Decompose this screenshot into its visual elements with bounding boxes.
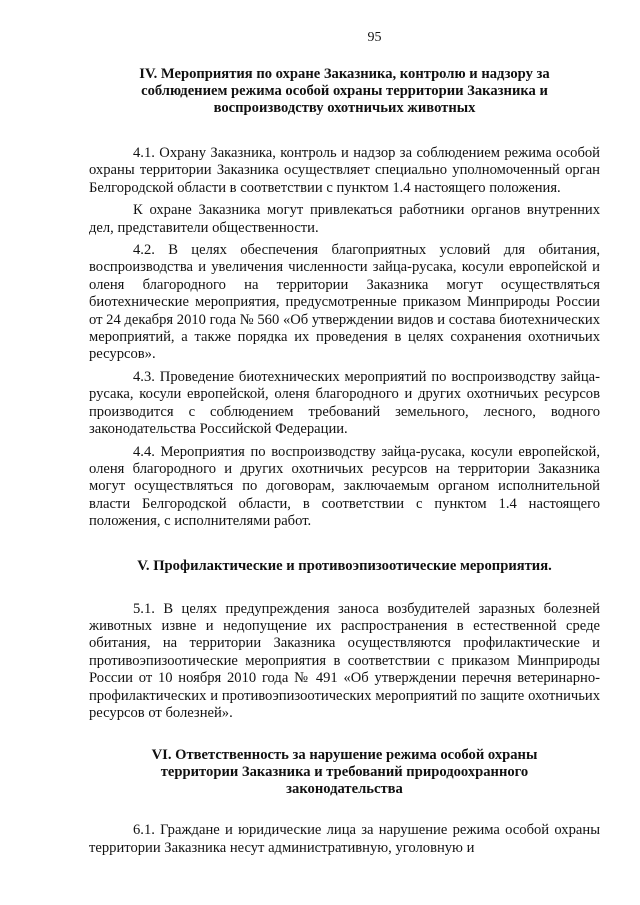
section-4-heading: IV. Мероприятия по охране Заказника, контролю и надзору за соблюдением режима особой охраны территории Заказника и воспроизводству охотничьих животных bbox=[139, 66, 550, 116]
page-number: 95 bbox=[367, 30, 382, 45]
paragraph-4-4: 4.4. Мероприятия по воспроизводству зайца-русака, косули европейской, оленя благородного и других охотничьих ресурсов на территории Заказника могут осуществляться по договорам, заключаемым органом исполнительной власти Белгородской области, в соответствии с пунктом 1.4 настоящего положения, с исполнителями работ. bbox=[89, 443, 600, 530]
paragraph-4-3: 4.3. Проведение биотехнических мероприятий по воспроизводству зайца-русака, косули европейской, оленя благородного и других охотничьих ресурсов производится с соблюдением требований земельного, лесного, водного законодательства Российской Федерации. bbox=[89, 368, 600, 438]
paragraph-4-1: 4.1. Охрану Заказника, контроль и надзор за соблюдением режима особой охраны территории Заказника осуществляет специально уполномоченный орган Белгородской области в соответствии с пунктом 1.4 настоящего положения. bbox=[89, 145, 600, 196]
paragraph-4-2: 4.2. В целях обеспечения благоприятных условий для обитания, воспроизводства и увеличения численности зайца-русака, косули европейской и оленя благородного на территории Заказника могут осуществляться биотехнические мероприятия, предусмотренные приказом Минприроды России от 24 декабря 2010 года № 560 «Об утверждении видов и состава биотехнических мероприятий, а также порядка их проведения в целях сохранения охотничьих ресурсов». bbox=[89, 242, 600, 363]
paragraph-4-1-b: К охране Заказника могут привлекаться работники органов внутренних дел, представители общественности. bbox=[89, 202, 600, 236]
paragraph-6-1: 6.1. Граждане и юридические лица за нарушение режима особой охраны территории Заказника несут административную, уголовную и bbox=[89, 822, 600, 856]
section-5-heading: V. Профилактические и противоэпизоотические мероприятия. bbox=[137, 557, 552, 574]
paragraph-5-1: 5.1. В целях предупреждения заноса возбудителей заразных болезней животных извне и недопущение их распространения в естественной среде обитания, на территории Заказника осуществляются профилактические и противоэпизоотические мероприятия в соответствии с приказом Минприроды России от 10 ноября 2010 года № 491 «Об утверждении перечня ветеринарно-профилактических и противоэпизоотических мероприятий по защите охотничьих ресурсов от болезней». bbox=[89, 600, 600, 721]
section-6-heading: VI. Ответственность за нарушение режима особой охраны территории Заказника и требований природоохранного законодательства bbox=[151, 747, 538, 798]
